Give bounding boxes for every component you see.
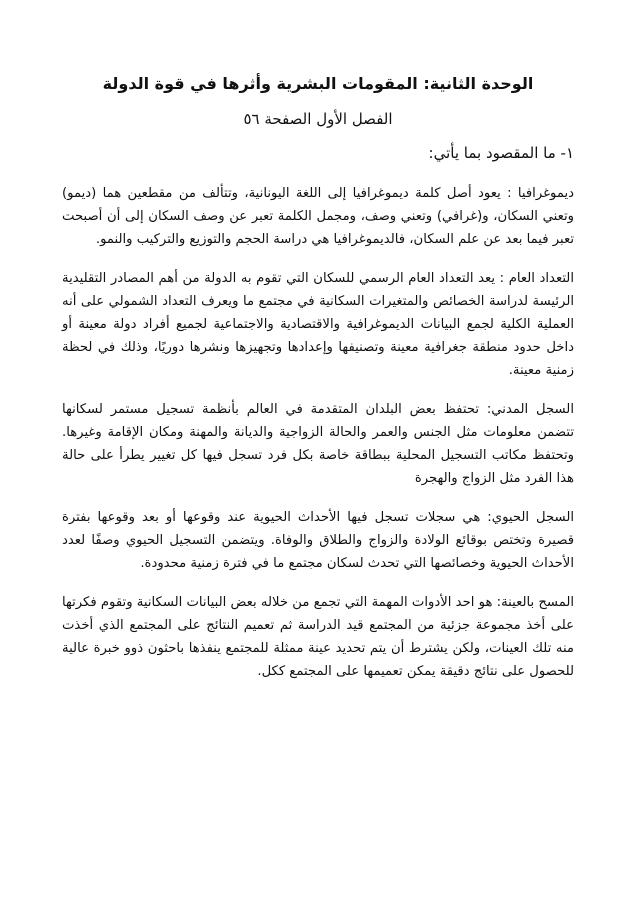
paragraph-general-census: التعداد العام : يعد التعداد العام الرسمي للسكان التي تقوم به الدولة من أهم المصادر التقليدية الرئيسة لدراسة الخصائص والمتغيرات السكانية في مجتمع ما ويعرف التعداد الشمولي على أنه العملية الكلية لجمع البيانات الديموغرافية والاقتصادية والاجتماعية لجميع أفراد دولة معينة أو داخل حدود منطقة جغرافية معينة وتصنيفها وإعدادها وتجهيزها ونشرها دوريًا، وذلك في لحظة زمنية معينة.	[62, 271, 574, 378]
question-heading: ١- ما المقصود بما يأتي:	[428, 144, 574, 162]
unit-title: الوحدة الثانية: المقومات البشرية وأثرها في قوة الدولة	[102, 74, 534, 93]
paragraph-demography: ديموغرافيا : يعود أصل كلمة ديموغرافيا إلى اللغة اليونانية، وتتألف من مقطعين هما (ديمو) وتعني السكان، و(غرافي) وتعني وصف، ومجمل الكلمة تعبر عن وصف السكان إلى أن أصبحت تعبر فيما بعد عن علم السكان، فالديموغرافيا هي دراسة الحجم والتوزيع والتركيب والنمو.	[62, 186, 574, 247]
paragraph-vital-register: السجل الحيوي: هي سجلات تسجل فيها الأحداث الحيوية عند وقوعها أو بعد وقوعها بفترة قصيرة وتختص بوقائع الولادة والزواج والطلاق والوفاة. ويتضمن التسجيل الحيوي وصفًا لعدد الأحداث الحيوية وخصائصها التي تحدث لسكان مجتمع ما في فترة زمنية محدودة.	[62, 510, 574, 571]
paragraph-sample-survey: المسح بالعينة: هو احد الأدوات المهمة التي تجمع من خلاله بعض البيانات السكانية وتقوم فكرتها على أخذ مجموعة جزئية من المجتمع قيد الدراسة ثم تعميم النتائج على المجتمع الذي أخذت منه تلك العينات، ولكن يشترط أن يتم تحديد عينة ممثلة للمجتمع ينفذها باحثون ذوو خبرة عالية للحصول على نتائج دقيقة يمكن تعميمها على المجتمع ككل.	[62, 595, 574, 679]
chapter-page-reference: الفصل الأول الصفحة ٥٦	[243, 110, 393, 128]
paragraph-civil-register: السجل المدني: تحتفظ بعض البلدان المتقدمة في العالم بأنظمة تسجيل مستمر لسكانها تتضمن معلومات مثل الجنس والعمر والحالة الزواجية والديانة والمهنة ومكان الإقامة وغيرها. وتحتفظ مكاتب التسجيل المحلية ببطاقة خاصة بكل فرد تسجل فيها كل تغيير يطرأ على حالة هذا الفرد مثل الزواج والهجرة	[62, 402, 574, 486]
